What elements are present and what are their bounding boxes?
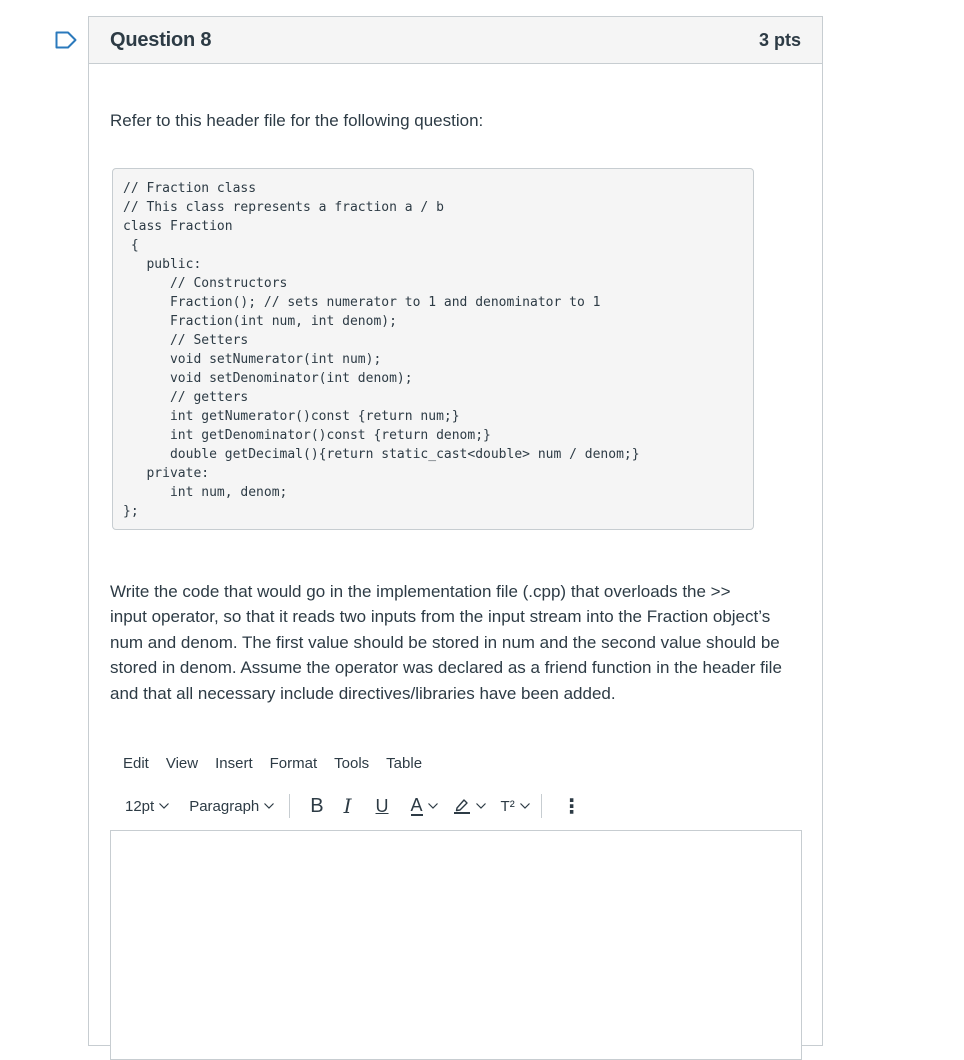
highlighter-icon bbox=[453, 797, 471, 815]
code-line: int num, denom; bbox=[123, 485, 288, 500]
toolbar-divider bbox=[541, 794, 542, 818]
chevron-down-icon bbox=[263, 802, 275, 810]
text-color-icon: A bbox=[410, 795, 423, 815]
prompt-line: and that all necessary include directives/libraries have been added. bbox=[110, 683, 616, 703]
code-line: void setDenominator(int denom); bbox=[123, 371, 413, 386]
prompt-line: num and denom. The first value should be stored in num and the second value should be bbox=[110, 632, 780, 652]
more-options-button[interactable] bbox=[562, 794, 582, 819]
code-line: Fraction(); // sets numerator to 1 and denominator to 1 bbox=[123, 295, 601, 310]
bold-icon: B bbox=[310, 794, 324, 817]
code-line: void setNumerator(int num); bbox=[123, 352, 382, 367]
bold-button[interactable] bbox=[310, 795, 323, 818]
menu-insert[interactable]: Insert bbox=[215, 755, 253, 772]
prompt-line: Write the code that would go in the implementation file (.cpp) that overloads the >> bbox=[110, 582, 731, 601]
question-intro: Refer to this header file for the following question: bbox=[110, 111, 484, 130]
code-line: // Constructors bbox=[123, 276, 288, 291]
italic-icon: I bbox=[343, 794, 352, 818]
code-block bbox=[112, 168, 754, 530]
chevron-down-icon bbox=[475, 802, 487, 810]
toolbar-divider bbox=[289, 794, 290, 818]
underline-icon: U bbox=[375, 795, 389, 816]
superscript-icon: T² bbox=[500, 797, 515, 815]
code-line: Fraction(int num, int denom); bbox=[123, 314, 397, 329]
code-line: // getters bbox=[123, 390, 249, 405]
question-points: 3 pts bbox=[758, 29, 801, 50]
chevron-down-icon bbox=[427, 802, 439, 810]
prompt-line: input operator, so that it reads two inputs from the input stream into the Fraction object’s bbox=[110, 607, 771, 627]
question-prompt bbox=[110, 579, 782, 706]
underline-button[interactable] bbox=[376, 796, 389, 817]
editor-toolbar bbox=[111, 791, 801, 821]
chevron-down-icon bbox=[158, 802, 170, 810]
text-color-button[interactable] bbox=[411, 796, 439, 816]
question-header bbox=[89, 17, 822, 64]
superscript-button[interactable] bbox=[501, 798, 531, 815]
code-line: int getDenominator()const {return denom;} bbox=[123, 428, 491, 443]
question-card bbox=[88, 16, 823, 1046]
code-line: private: bbox=[123, 466, 210, 481]
code-line: { bbox=[123, 238, 139, 253]
rich-text-editor-area[interactable] bbox=[110, 830, 802, 1060]
prompt-line: stored in denom. Assume the operator was declared as a friend function in the header file bbox=[110, 658, 782, 678]
font-size-select[interactable] bbox=[125, 798, 170, 815]
menu-edit[interactable]: Edit bbox=[123, 755, 149, 772]
code-line: }; bbox=[123, 504, 139, 519]
chevron-down-icon bbox=[519, 802, 531, 810]
menu-tools[interactable]: Tools bbox=[334, 755, 370, 772]
code-line: int getNumerator()const {return num;} bbox=[123, 409, 460, 424]
menu-view[interactable]: View bbox=[165, 755, 199, 772]
code-line: // Fraction class bbox=[123, 181, 257, 196]
code-line: public: bbox=[123, 257, 202, 272]
block-format-value: Paragraph bbox=[189, 797, 260, 815]
editor-menubar bbox=[123, 755, 439, 772]
highlight-color-button[interactable] bbox=[453, 797, 487, 815]
more-vertical-icon: ⋮ bbox=[561, 795, 582, 818]
code-line: class Fraction bbox=[123, 219, 233, 234]
font-size-value: 12pt bbox=[125, 797, 155, 815]
menu-table[interactable]: Table bbox=[386, 755, 423, 772]
block-format-select[interactable] bbox=[189, 798, 275, 815]
question-title: Question 8 bbox=[110, 28, 212, 51]
code-line: // This class represents a fraction a / b bbox=[123, 200, 444, 215]
flag-question-icon[interactable] bbox=[55, 31, 77, 49]
code-line: double getDecimal(){return static_cast<double> num / denom;} bbox=[123, 447, 640, 462]
italic-button[interactable] bbox=[344, 794, 352, 818]
menu-format[interactable]: Format bbox=[269, 755, 318, 772]
code-line: // Setters bbox=[123, 333, 249, 348]
